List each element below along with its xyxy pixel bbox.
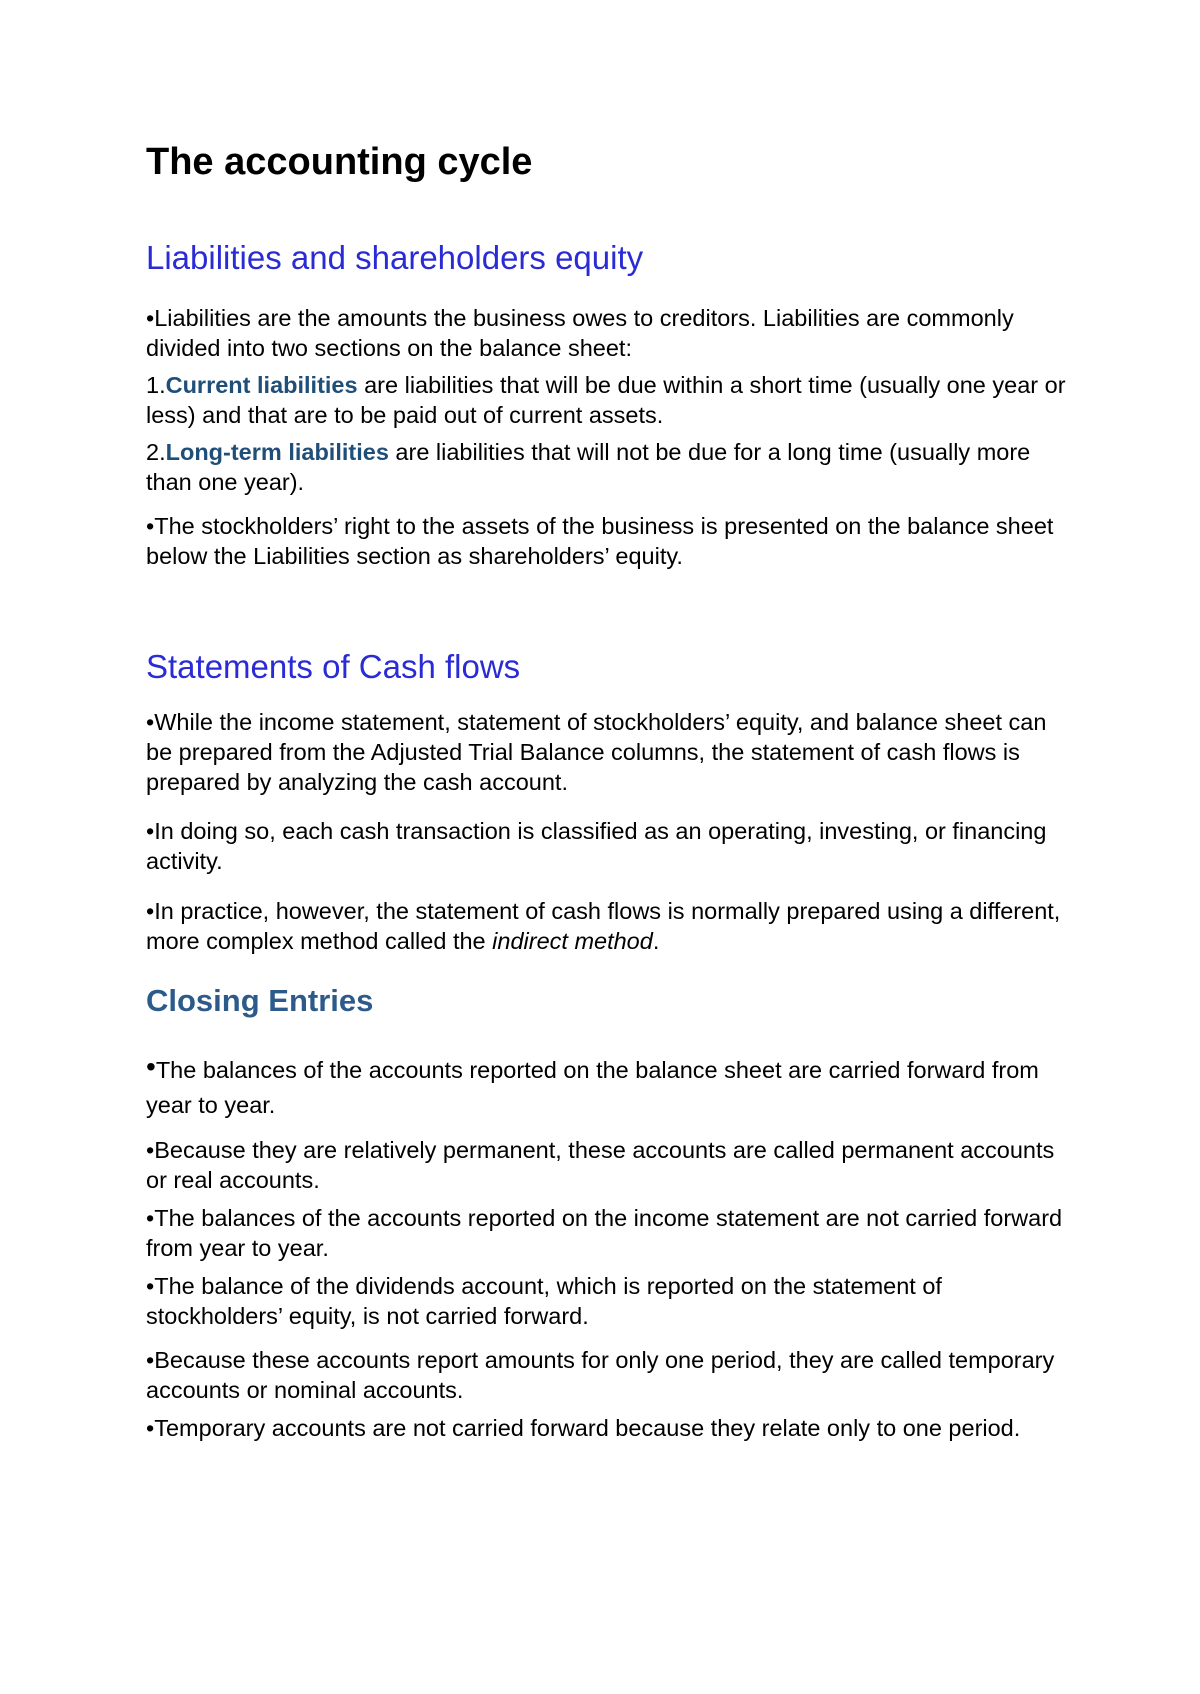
paragraph-balance-sheet-accounts (146, 1050, 1076, 1123)
paragraph-liabilities-definition: •Liabilities are the amounts the business owes to creditors. Liabilities are commonly divided into two sections on the balance sheet: (146, 305, 1014, 362)
paragraph-cash-flows-preparation: •While the income statement, statement of stockholders’ equity, and balance sheet can be prepared from the Adjusted Trial Balance columns, the statement of cash flows is prepared by analyzing the cash account. (146, 708, 1047, 795)
term-current-liabilities: Current liabilities (165, 372, 358, 399)
paragraph-stockholders-right: •The stockholders’ right to the assets of the business is presented on the balance sheet below the Liabilities section as shareholders’ equity. (146, 513, 1054, 570)
list-number: 1. (146, 372, 166, 399)
paragraph-text: The balances of the accounts reported on the balance sheet are carried forward from year to year. (146, 1056, 1039, 1118)
paragraph-temporary-accounts: •Because these accounts report amounts for only one period, they are called temporary accounts or nominal accounts. (146, 1346, 1055, 1403)
heading-closing-entries: Closing Entries (146, 982, 374, 1018)
document-title: The accounting cycle (146, 141, 533, 183)
definition-text: are liabilities that will be due within a short time (usually one year or less) and that are to be paid out of current assets. (146, 372, 1066, 429)
definition-text: are liabilities that will not be due for a long time (usually more than one year). (146, 439, 1031, 496)
paragraph-dividends-account: •The balance of the dividends account, which is reported on the statement of stockholders’ equity, is not carried forward. (146, 1272, 942, 1329)
paragraph-text: •In practice, however, the statement of cash flows is normally prepared using a different, more complex method called the (146, 897, 1061, 954)
paragraph-permanent-accounts: •Because they are relatively permanent, these accounts are called permanent accounts or real accounts. (146, 1136, 1055, 1193)
list-number: 2. (146, 439, 166, 466)
bullet-icon: • (146, 1050, 156, 1082)
term-indirect-method: indirect method (492, 927, 653, 954)
paragraph-income-statement-accounts: •The balances of the accounts reported on the income statement are not carried forward from year to year. (146, 1204, 1063, 1261)
paragraph-current-liabilities (146, 370, 1076, 430)
term-long-term-liabilities: Long-term liabilities (165, 439, 389, 466)
heading-liabilities: Liabilities and shareholders equity (146, 238, 644, 276)
paragraph-not-carried-forward: •Temporary accounts are not carried forward because they relate only to one period. (146, 1414, 1021, 1441)
paragraph-long-term-liabilities (146, 437, 1076, 497)
heading-cash-flows: Statements of Cash flows (146, 648, 521, 686)
document-page (146, 140, 1076, 1443)
paragraph-cash-classification: •In doing so, each cash transaction is classified as an operating, investing, or financing activity. (146, 817, 1047, 874)
paragraph-text-end: . (652, 927, 660, 954)
paragraph-indirect-method (146, 896, 1076, 956)
